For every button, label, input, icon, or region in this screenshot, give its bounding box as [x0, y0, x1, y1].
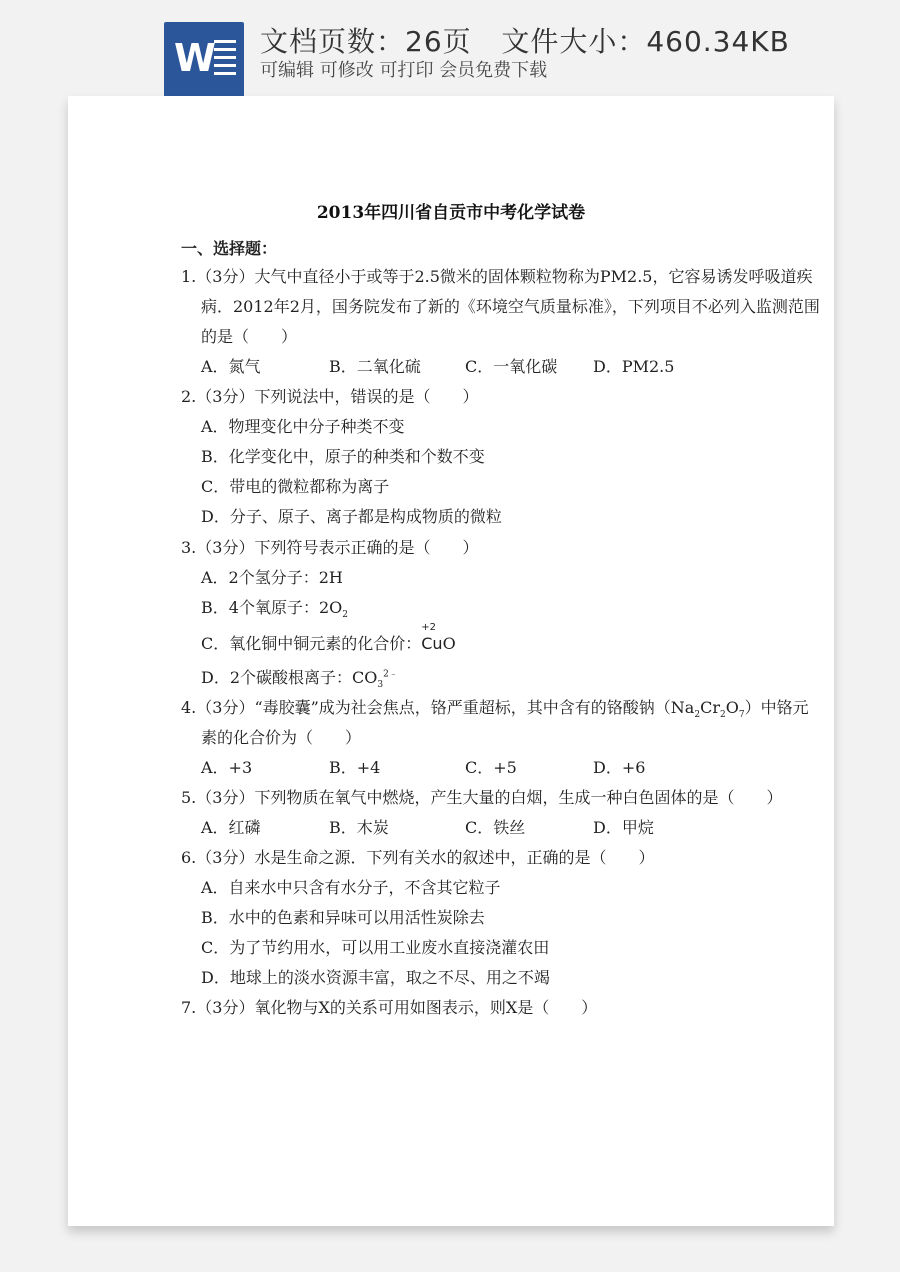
question-1-line-1: 1.（3分）大气中直径小于或等于2.5微米的固体颗粒物称为PM2.5，它容易诱发呼吸道疾	[181, 267, 813, 286]
document-header	[0, 0, 900, 100]
question-5-line-1: 5.（3分）下列物质在氧气中燃烧，产生大量的白烟，生成一种白色固体的是（ ）	[181, 788, 783, 807]
question-4-line-1: 4.（3分）“毒胶囊”成为社会焦点，铬严重超标，其中含有的铬酸钠$(Na_2Cr_2O_7)$中铬元	[181, 698, 809, 721]
question-6-option-b: B．水中的色素和异味可以用活性炭除去	[201, 908, 485, 927]
question-5-option-c: C．铁丝	[465, 818, 526, 837]
question-5-option-d: D．甲烷	[593, 818, 654, 837]
question-1-option-b: B．二氧化硫	[329, 357, 421, 376]
question-7-line-1: 7.（3分）氧化物与X的关系可用如图表示，则X是（ ）	[181, 998, 598, 1017]
document-info: 文档页数：26页 文件大小：460.34KB	[260, 25, 790, 58]
question-4-option-d: D．+6	[593, 758, 646, 777]
document-features: 可编辑 可修改 可打印 会员免费下载	[260, 60, 548, 81]
question-2-line-1: 2.（3分）下列说法中，错误的是（ ）	[181, 387, 479, 406]
question-5-option-b: B．木炭	[329, 818, 389, 837]
question-1-line-3: 的是（ ）	[201, 327, 298, 346]
word-document-icon: W	[164, 22, 244, 98]
question-4-line-2: 素的化合价为（ ）	[201, 728, 362, 747]
question-3-option-b: B．4个氧原子：$2O_2$	[201, 598, 348, 621]
question-4-option-a: A．+3	[201, 758, 253, 777]
question-2-option-a: A．物理变化中分子种类不变	[201, 417, 405, 436]
question-6-option-a: A．自来水中只含有水分子，不含其它粒子	[201, 878, 501, 897]
question-3-option-c: C．氧化铜中铜元素的化合价： +2 CuO	[201, 622, 456, 653]
question-6-line-1: 6.（3分）水是生命之源．下列有关水的叙述中，正确的是（ ）	[181, 848, 655, 867]
document-page	[68, 96, 834, 1226]
question-4-option-b: B．+4	[329, 758, 381, 777]
question-2-option-b: B．化学变化中，原子的种类和个数不变	[201, 447, 485, 466]
question-1-option-d: D．PM2.5	[593, 357, 675, 376]
question-1-line-2: 病．2012年2月，国务院发布了新的《环境空气质量标准》，下列项目不必列入监测范围	[201, 297, 820, 316]
section-heading: 一、选择题：	[181, 239, 278, 258]
question-3-line-1: 3.（3分）下列符号表示正确的是（ ）	[181, 538, 479, 557]
question-2-option-c: C．带电的微粒都称为离子	[201, 477, 390, 496]
question-1-option-a: A．氮气	[201, 357, 261, 376]
question-2-option-d: D．分子、原子、离子都是构成物质的微粒	[201, 507, 502, 526]
question-1-option-c: C．一氧化碳	[465, 357, 558, 376]
question-6-option-d: D．地球上的淡水资源丰富，取之不尽、用之不竭	[201, 968, 550, 987]
copper-oxide-formula: +2 CuO	[421, 622, 456, 653]
question-3-option-a: A．2个氢分子：2H	[201, 568, 343, 587]
document-title: 2013年四川省自贡市中考化学试卷	[316, 203, 586, 223]
question-3-option-d: D．2个碳酸根离子：$CO_3^{2﹣}$	[201, 668, 398, 691]
question-5-option-a: A．红磷	[201, 818, 261, 837]
question-6-option-c: C．为了节约用水，可以用工业废水直接浇灌农田	[201, 938, 550, 957]
question-4-option-c: C．+5	[465, 758, 517, 777]
